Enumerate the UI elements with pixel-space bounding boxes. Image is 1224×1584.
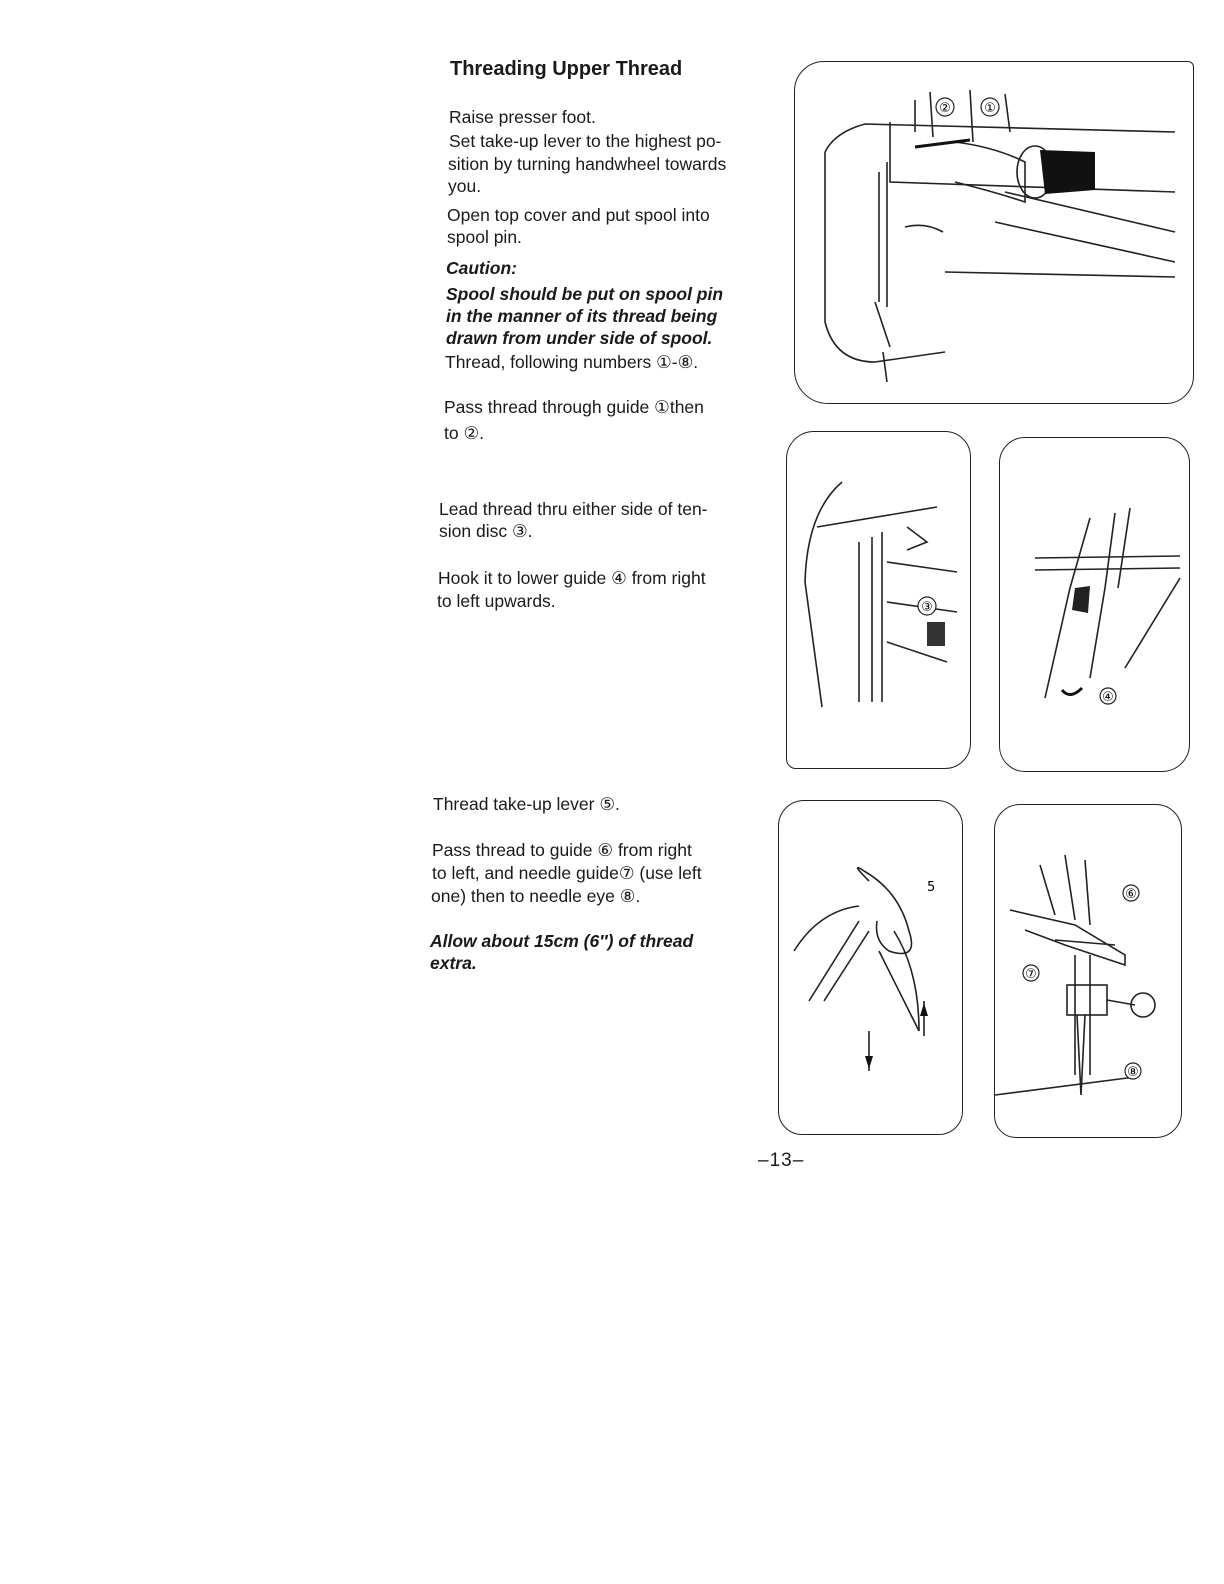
allow-line: extra. (430, 953, 477, 973)
text-line: to left, and needle guide⑦ (use left (432, 863, 702, 883)
text-line: Pass thread to guide ⑥ from right (432, 840, 692, 860)
caution-line: Spool should be put on spool pin (446, 284, 724, 304)
tension-disc-illustration (787, 432, 970, 768)
text-line: sition by turning handwheel towards (448, 154, 727, 174)
caution-line: in the manner of its thread being (446, 306, 718, 326)
label-7: ⑦ (1025, 967, 1037, 982)
needle-guides-illustration (995, 805, 1181, 1137)
page-title: Threading Upper Thread (450, 58, 683, 80)
takeup-lever-illustration (779, 801, 962, 1134)
caution-label: Caution: (446, 258, 517, 278)
label-5: 5 (927, 880, 936, 895)
lower-guide-illustration (1000, 438, 1189, 771)
text-line: Pass thread through guide ①then (444, 397, 704, 417)
figure-needle-guides (994, 804, 1182, 1138)
label-4: ④ (1102, 690, 1114, 705)
figure-takeup-lever (778, 800, 963, 1135)
text-line: Lead thread thru either side of ten- (439, 499, 708, 519)
machine-top-illustration (795, 62, 1193, 403)
text-line: one) then to needle eye ⑧. (431, 886, 641, 906)
text-line: Thread take-up lever ⑤. (433, 794, 620, 814)
text-line: Open top cover and put spool into (447, 205, 710, 225)
text-line: Raise presser foot. (449, 107, 596, 127)
text-line: spool pin. (447, 227, 522, 247)
text-line: to left upwards. (437, 591, 556, 611)
label-2: ② (939, 101, 951, 116)
page-number: –13– (758, 1150, 805, 1171)
text-line: you. (448, 176, 482, 196)
text-line: to ②. (444, 423, 485, 443)
figure-spool-guides (794, 61, 1194, 404)
allow-line: Allow about 15cm (6″) of thread (430, 931, 694, 951)
text-line: Set take-up lever to the highest po- (449, 131, 722, 151)
label-8: ⑧ (1127, 1065, 1139, 1080)
label-6: ⑥ (1125, 887, 1137, 902)
text-line: Thread, following numbers ①-⑧. (445, 352, 699, 372)
label-1: ① (984, 101, 996, 116)
text-line: Hook it to lower guide ④ from right (438, 568, 706, 588)
figure-lower-guide (999, 437, 1190, 772)
text-line: sion disc ③. (439, 521, 533, 541)
caution-line: drawn from under side of spool. (446, 328, 713, 348)
label-3: ③ (921, 600, 933, 615)
figure-tension-disc (786, 431, 971, 769)
